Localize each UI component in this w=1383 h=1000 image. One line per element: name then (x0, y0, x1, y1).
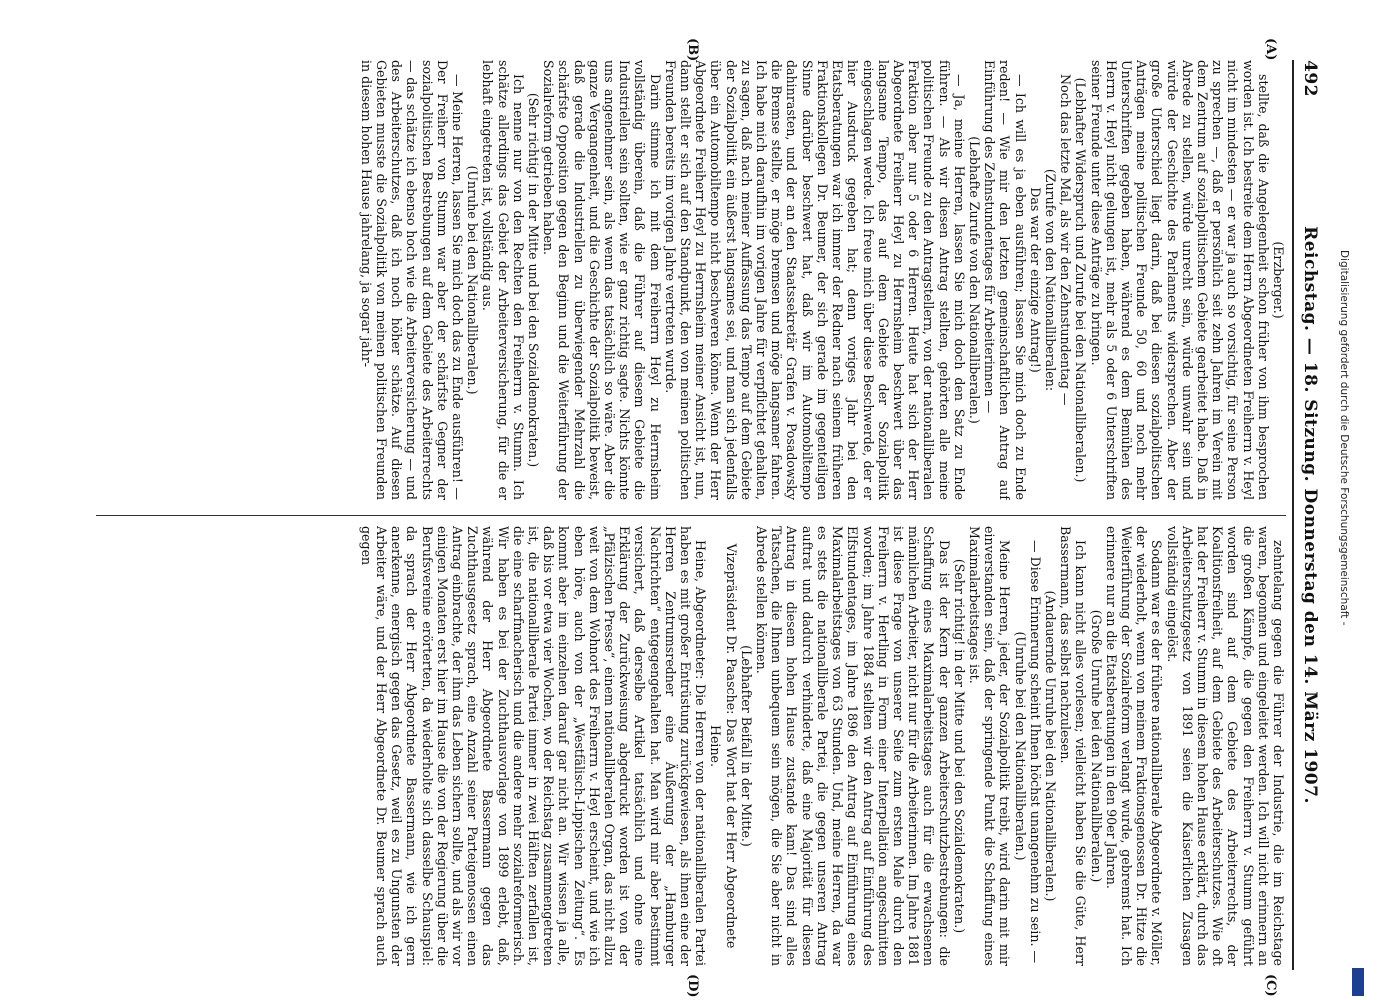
stage-direction: (Lebhafter Widerspruch und Zurufe bei den Nationalliberalen.) (1073, 77, 1089, 483)
margin-marker-b: (B) (685, 38, 700, 62)
rotated-newspaper-page (80, 38, 1320, 998)
text-paragraph: Ich kann nicht alles vorlesen; vielleicht haben Sie die Güte, Herr Bassermann, das selbst nachzulesen. (1058, 526, 1089, 966)
text-paragraph: Das ist der Kern der ganzen Arbeiterschutzbestrebungen: die Schaffung eines Maximalarbeitstages auch für die erwachsenen männlichen Arbeiter, nicht nur für die Arbeiterinnen. Im Jahre 1881 ist diese Frage von unserer Seite zum ersten Male durch den Freiherrn v. Hertling in Form einer Interpellation angeschnitten worden; im Jahre 1884 stellten wir den Antrag auf Einführung des Elfstundentages, im Jahre 1896 den Antrag auf Einführung eines Maximalarbeitstages von 63 Stunden. Und, meine Herren, da war es stets die nationalliberale Partei, die gegen unseren Antrag auftrat und dadurch verhinderte, daß eine Majorität für diesen Antrag in diesem hohen Hause zustande kam! Das sind alles Tatsachen, die Ihnen unbequem sein mögen, die Sie aber nicht in Abrede stellen können. (754, 526, 952, 966)
stage-direction: Das war der einzige Antrag!) (1027, 187, 1043, 373)
page-header (1296, 60, 1320, 970)
text-paragraph: — Ich will es ja eben ausführen; lassen Sie mich doch zu Ende reden! — Wie mir den letzten gemeinschaftlichen Antrag auf Einführung des Zehnstundentages für Arbeiterinnen — (982, 60, 1028, 500)
text-paragraph: — Ja, meine Herren, lassen Sie mich doch den Satz zu Ende führen. — Als wir diesen Antrag stellten, gehörten alle meine politischen Freunde zu den Antragstellern, von der nationalliberalen Fraktion aber nur 5 oder 6 Herren. Heute hat sich der Herr Abgeordnete Freiherr Heyl zu Herrnsheim beschwert über das langsame Tempo, das auf dem Gebiete der Sozialpolitik eingeschlagen werde. Ich freue mich über diese Beschwerde, der er hier Ausdruck gegeben hat; denn voriges Jahr bei den Etatsberatungen war ich immer der Redner nach seinem früheren Fraktionskollegen Dr. Beumer, der sich gerade im gegenteiligen Sinne darüber beschwert hat, daß wir im Automobiltempo dahinrasten, und der an den Staatssekretär Grafen v. Posadowsky die Bremse stellte, er möge bremsen und möge langsamer fahren. Ich habe mich daraufhin im vorigen Jahre für verpflichtet gehalten, zu sagen, daß nach meiner Auffassung das Tempo auf dem Gebiete der Sozialpolitik ein äußerst langsames sei, und man sich jedenfalls über ein Automobiltempo nicht beschweren könne. Wenn der Herr Abgeordnete Freiherr Heyl zu Herrnsheim meiner Ansicht ist, nun, dann stellt er sich auf den Standpunkt, den von meinen politischen Freunden bereits im vorigen Jahre vertreten wurde. (662, 60, 967, 500)
margin-marker-c: (C) (1263, 974, 1278, 997)
left-text-column (96, 60, 1286, 500)
margin-marker-d: (D) (685, 974, 700, 998)
text-paragraph: stellte, daß die Angelegenheit schon früher von ihm besprochen worden ist. Ich bestreite dem Herrn Abgeordneten Freiherrn v. Heyl nicht im mindesten — er war ja auch so vorsichtig, für seine Person zu sprechen —, daß er persönlich seit zehn Jahren im Verein mit dem Zentrum auf sozialpolitischem Gebiete gearbeitet habe. Daß in Abrede zu stellen, würde unrecht sein, würde unwahr sein und würde der Geschichte des Parlaments widersprechen. Aber der große Unterschied liegt darin, daß bei diesen sozialpolitischen Anträgen meine politischen Freunde 50, 60 und noch mehr Unterschriften gegeben haben, während es dem Bemühen des Herrn v. Heyl nicht gelungen ist, mehr als 5 oder 6 Unterschriften seiner Freunde unter diese Anträge zu bringen. (1088, 60, 1271, 500)
page-number: 492 (1300, 60, 1320, 97)
right-text-column (96, 526, 1286, 966)
stage-direction: (Große Unruhe bei den Nationalliberalen.) (1088, 609, 1104, 883)
text-paragraph: Darin stimme ich mit dem Freiherrn Heyl zu Herrnsheim vollständig überein, daß die Führer auf diesem Gebiete die Industriellen sein sollten, wie er ganz richtig sagte. Nichts könnte uns angenehmer sein, als wenn das tatsächlich so wäre. Aber die ganze Vergangenheit, und die Geschichte der Sozialpolitik beweist, daß gerade die Industriellen zu überwiegender Mehrzahl die schärfste Opposition gegen den Beginn und die Weiterführung der Sozialreform getrieben haben. (541, 60, 663, 500)
text-paragraph: — Diese Erinnerung scheint Ihnen höchst unangenehm zu sein. — (1027, 540, 1043, 964)
column-divider (96, 515, 1286, 516)
margin-marker-a: (A) (1263, 38, 1278, 61)
stage-direction: (Unruhe bei den Nationalliberalen.) (1012, 631, 1028, 861)
text-paragraph: Meine Herren, jeder, der Sozialpolitik treibt, wird darin mit mir einverstanden sein, daß der springende Punkt die Schaffung eines Maximalarbeitstages ist. (966, 526, 1013, 966)
text-paragraph: zehntelang gegen die Führer der Industrie, die im Reichstage waren, begonnen und eingeleitet werden. Ich will nicht erinnern an die großen Kämpfe, die gegen den Freiherrn v. Stumm geführt worden sind auf dem Gebiete des Arbeiterrechts, der Koalitionsfreiheit, auf dem Gebiete des Arbeiterschutzes. Wie oft hat der Freiherr v. Stumm in diesem hohen Hause erklärt, durch das Arbeiterschutzgesetz von 1891 seien die Kaiserlichen Zusagen vollständig eingelöst. (1164, 526, 1286, 966)
text-paragraph: Sodann war es der frühere nationalliberale Abgeordnete v. Möller, der wiederholt, wenn von meinem Fraktionsgenossen Dr. Hitze die Weiterführung der Sozialreform verlangt wurde, gebremst hat. Ich erinnere nur an die Etatsberatungen in den 90er Jahren. (1103, 526, 1165, 966)
stage-direction: (Sehr richtig! in der Mitte und bei den Sozialdemokraten.) (526, 92, 542, 468)
stage-direction: (Lebhafte Zurufe von den Nationalliberalen.) (966, 136, 982, 424)
text-paragraph: Ich nenne nur von den Rechten den Freiherrn v. Stumm. Ich schätze allerdings das Gebiet der Arbeiterversicherung, für die er lebhaft eingetreten ist, vollständig aus. (480, 60, 526, 500)
text-paragraph: Heine, Abgeordneter: Die Herren von der nationalliberalen Partei haben es mit großer Entrüstung zurückgewiesen, als ihnen eine der Herren Zentrumsredner eine Äußerung der „Hamburger Nachrichten“ entgegengehalten hat. Man wird mir aber bestimmt versichert, daß derselbe Artikel tatsächlich und ohne eine Erklärung der Zurückweisung abgedruckt worden ist von der „Pfälzischen Presse“, einem nationalliberalen Organ, das nicht allzu weit von dem Wohnort des Freiherrn v. Heyl erscheint, und wie ich eben höre, auch von der „Westfälisch-Lippischen Zeitung“. Es kommt aber im einzelnen darauf gar nicht an. Wir wissen ja alle, daß bis vor etwa vier Wochen, wo der Reichstag zusammengetreten ist, die nationalliberale Partei immer in zwei Hälften zerfallen ist, die eine scharfmacherisch und die andere mehr sozialreformerisch. Wir haben es bei der Zuchthausvorlage von 1899 erlebt, daß, während der Herr Abgeordnete Bassermann gegen das Zuchthausgesetz sprach, eine Anzahl seiner Parteigenossen einen Antrag einbrachte, der ihm das Leben sichern sollte, und als wir vor einigen Monaten erst hier im Hause die von der Regierung über die Berufsvereine erörterten, da wiederholte sich dasselbe Schauspiel: da sprach der Herr Abgeordnete Bassermann, wie ich gern anerkenne, energisch gegen das Gesetz, weil es zu Ungunsten der Arbeiter wäre, und der Herr Abgeordnete Dr. Beumer sprach auch gegen (358, 526, 709, 966)
stage-direction: (Erzberger.) (1271, 241, 1286, 319)
digitization-credit: Digitalisierung gefördert durch die Deutsche Forschungsgemeinschaft - (1338, 250, 1350, 626)
header-rule (1292, 60, 1294, 970)
stage-direction: (Sehr richtig! in der Mitte und bei den Sozialdemokraten.) (951, 558, 967, 934)
stage-direction: (Andauernde Unruhe bei den Nationalliberalen.) (1042, 590, 1058, 902)
page-header-title: Reichstag. — 18. Sitzung. Donnerstag den 14. März 1907. (1300, 226, 1320, 804)
stage-direction: (Lebhafter Beifall in der Mitte.) (738, 645, 754, 847)
stage-direction: Vizepräsident Dr. Paasche: Das Wort hat der Herr Abgeordnete Heine. (708, 543, 739, 949)
dfg-logo (1352, 968, 1364, 996)
text-paragraph: — Meine Herren, lassen Sie mich doch das zu Ende ausführen! — Der Freiherr von Stumm war aber der schärfste Gegner der sozialpolitischen Bestrebungen auf dem Gebiete des Arbeiterrechts — das schätze ich ebenso hoch wie die Arbeiterversicherung — und des Arbeiterschutzes, daß ich noch höher schätze. Auf diesen Gebieten musste die Sozialpolitik von meinen politischen Freunden in diesem hohen Hause jahrelang, ja sogar jahr- (358, 60, 466, 500)
text-paragraph: Noch das letzte Mal, als wir den Zehnstundentag — (1058, 74, 1074, 406)
stage-direction: (Unruhe bei den Nationalliberalen.) (465, 165, 481, 395)
stage-direction: (Zurufe von den Nationalliberalen: (1042, 168, 1058, 392)
